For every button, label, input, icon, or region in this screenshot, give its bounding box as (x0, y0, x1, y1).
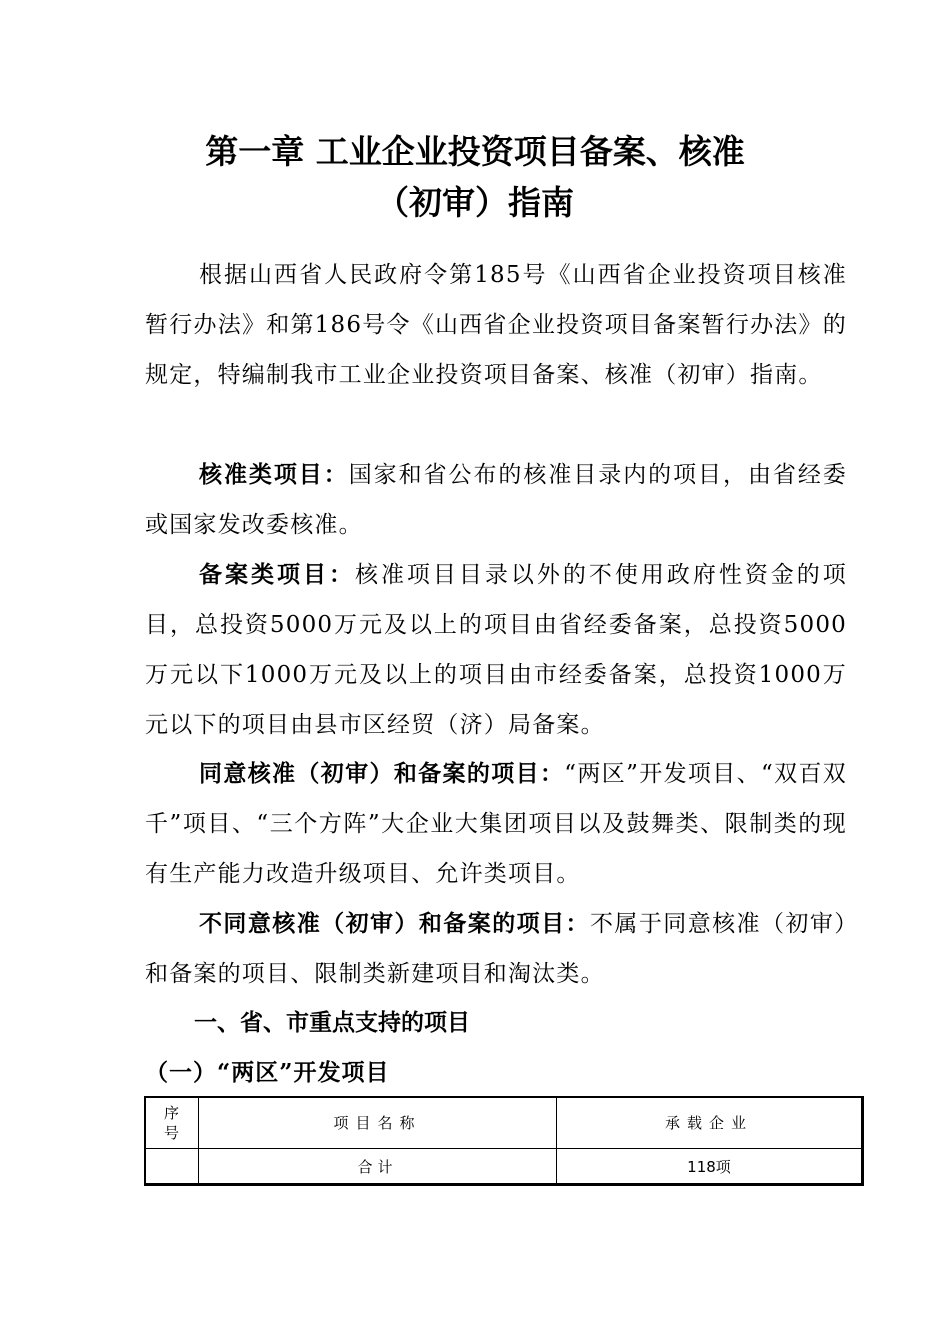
filing-paragraph (145, 550, 847, 750)
agree-paragraph (145, 749, 847, 899)
cell-total-label: 合计 (199, 1149, 557, 1184)
cell-index (145, 1149, 199, 1184)
table-row (145, 1149, 862, 1184)
filing-text: 核准项目目录以外的不使用政府性资金的项目，总投资5000万元及以上的项目由省经委备案，总投资5000万元以下1000万元及以上的项目由市经委备案，总投资1000万元以下的项目由县市区经贸（济）局备案。 (145, 562, 847, 738)
intro-paragraph: 根据山西省人民政府令第185号《山西省企业投资项目核准暂行办法》和第186号令《山西省企业投资项目备案暂行办法》的规定，特编制我市工业企业投资项目备案、核准（初审）指南。 (145, 262, 847, 388)
header-project-name: 项目名称 (199, 1097, 557, 1149)
section-heading: 一、省、市重点支持的项目 (194, 1010, 470, 1036)
filing-label: 备案类项目： (199, 562, 355, 588)
chapter-title-line1: 第一章 工业企业投资项目备案、核准 (205, 132, 745, 171)
disagree-text: 不属于同意核准（初审）和备案的项目、限制类新建项目和淘汰类。 (145, 911, 847, 987)
disagree-paragraph (145, 899, 847, 999)
chapter-title-line2: （初审）指南 (376, 183, 574, 222)
header-enterprise: 承载企业 (557, 1097, 862, 1149)
disagree-label: 不同意核准（初审）和备案的项目： (199, 911, 590, 937)
agree-label: 同意核准（初审）和备案的项目： (199, 761, 565, 787)
agree-text: “两区”开发项目、“双百双千”项目、“三个方阵”大企业大集团项目以及鼓舞类、限制类的现有生产能力改造升级项目、允许类项目。 (145, 761, 848, 887)
approval-label: 核准类项目： (199, 462, 349, 488)
header-index: 序 号 (145, 1097, 199, 1149)
approval-text: 国家和省公布的核准目录内的项目，由省经委或国家发改委核准。 (145, 462, 848, 538)
subsection-heading: （一）“两区”开发项目 (145, 1059, 390, 1086)
cell-total-value: 118项 (557, 1149, 862, 1184)
projects-table (144, 1096, 862, 1184)
table-header-row (145, 1097, 862, 1149)
approval-paragraph (145, 450, 847, 550)
